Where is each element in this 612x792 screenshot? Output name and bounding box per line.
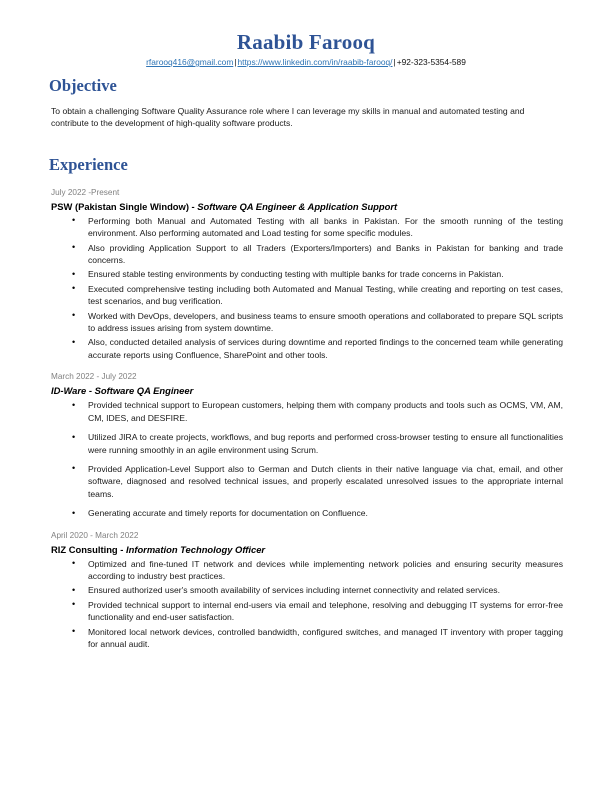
job-bullet: • Optimized and fine-tuned IT network and devices while implementing network policies and ensuring security measures according to industry best practices. bbox=[49, 558, 563, 583]
phone-number: +92-323-5354-589 bbox=[396, 57, 466, 67]
job-bullet: • Utilized JIRA to create projects, workflows, and bug reports and performed cross-browser testing to ensure all functionalities were running smoothly in an agile environment using Scrum. bbox=[49, 431, 563, 456]
job-date: March 2022 - July 2022 bbox=[51, 372, 137, 382]
job-bullet: • Ensured authorized user's smooth availability of services including internet connectivity and related services. bbox=[49, 584, 563, 596]
job-bullet-list bbox=[49, 215, 563, 361]
job-title-separator: - bbox=[188, 200, 198, 212]
job-bullet: • Monitored local network devices, controlled bandwidth, configured switches, and managed IT inventory with proper tagging for annual audit. bbox=[49, 626, 563, 651]
job-bullet: • Provided Application-Level Support also to German and Dutch clients in their native language via chat, email, and other software, diagnosed and resolved technical issues, and properly escalated unresolved issues to the appropriate internal teams. bbox=[49, 463, 563, 500]
experience-list bbox=[49, 187, 563, 651]
job-bullet: • Worked with DevOps, developers, and business teams to ensure smooth operations and collaborated to prepare SQL scripts to address issues arising from system downtime. bbox=[49, 310, 563, 335]
contact-separator-2: | bbox=[393, 57, 396, 67]
job-bullet-list bbox=[49, 399, 563, 519]
job-bullet: • Executed comprehensive testing including both Automated and Manual Testing, while creating and reporting on test cases, test scenarios, and bug verification. bbox=[49, 283, 563, 308]
job-title bbox=[51, 200, 563, 213]
job-title-separator: - bbox=[86, 385, 95, 397]
job-bullet-list bbox=[49, 558, 563, 651]
job-bullet: • Performing both Manual and Automated Testing with all banks in Pakistan. For the smooth running of the testing environment. Also performing automated and Load testing for some specific modules. bbox=[49, 215, 563, 240]
candidate-name: Raabib Farooq bbox=[236, 30, 376, 54]
job-bullet: • Provided technical support to internal end-users via email and telephone, resolving and debugging IT systems for error-free functionality and end-user satisfaction. bbox=[49, 599, 563, 624]
contact-line bbox=[49, 56, 563, 68]
job-company: PSW (Pakistan Single Window) bbox=[51, 200, 189, 212]
job-bullet: • Also, conducted detailed analysis of services during downtime and reported findings to the concerned team while generating accurate reports using Confluence, SharePoint and other tools. bbox=[49, 336, 563, 361]
job-role: Software QA Engineer & Application Support bbox=[197, 200, 398, 212]
job-title bbox=[51, 384, 563, 397]
job-title-separator: - bbox=[117, 543, 126, 555]
job-role: Information Technology Officer bbox=[126, 543, 266, 555]
job-bullet: • Ensured stable testing environments by conducting testing with multiple banks for trade concerns in Pakistan. bbox=[49, 268, 563, 280]
experience-item bbox=[49, 371, 563, 519]
job-company: RIZ Consulting bbox=[51, 543, 118, 555]
experience-item bbox=[49, 530, 563, 651]
objective-text: To obtain a challenging Software Quality Assurance role where I can leverage my skills in manual and automated testing and contribute to the development of high-quality software products. bbox=[51, 106, 525, 129]
job-bullet: • Provided technical support to European customers, helping them with company products and tools such as OCMS, VM, AM, CM, IDES, and DESFIRE. bbox=[49, 399, 563, 424]
job-company: ID-Ware bbox=[51, 385, 87, 397]
contact-separator-1: | bbox=[234, 57, 237, 67]
job-role: Software QA Engineer bbox=[94, 385, 194, 397]
experience-item bbox=[49, 187, 563, 361]
section-heading-objective: Objective bbox=[49, 76, 117, 95]
email-link[interactable]: rfarooq416@gmail.com bbox=[146, 57, 234, 67]
section-heading-experience: Experience bbox=[49, 154, 128, 174]
job-title bbox=[51, 543, 563, 556]
job-date: July 2022 -Present bbox=[51, 187, 120, 197]
job-bullet: • Also providing Application Support to all Traders (Exporters/Importers) and Banks in Pakistan for banking and trade concerns. bbox=[49, 242, 563, 267]
job-bullet: • Generating accurate and timely reports for documentation on Confluence. bbox=[49, 507, 563, 519]
linkedin-link[interactable]: https://www.linkedin.com/in/raabib-farooq/ bbox=[237, 57, 393, 67]
job-date: April 2020 - March 2022 bbox=[51, 530, 139, 540]
